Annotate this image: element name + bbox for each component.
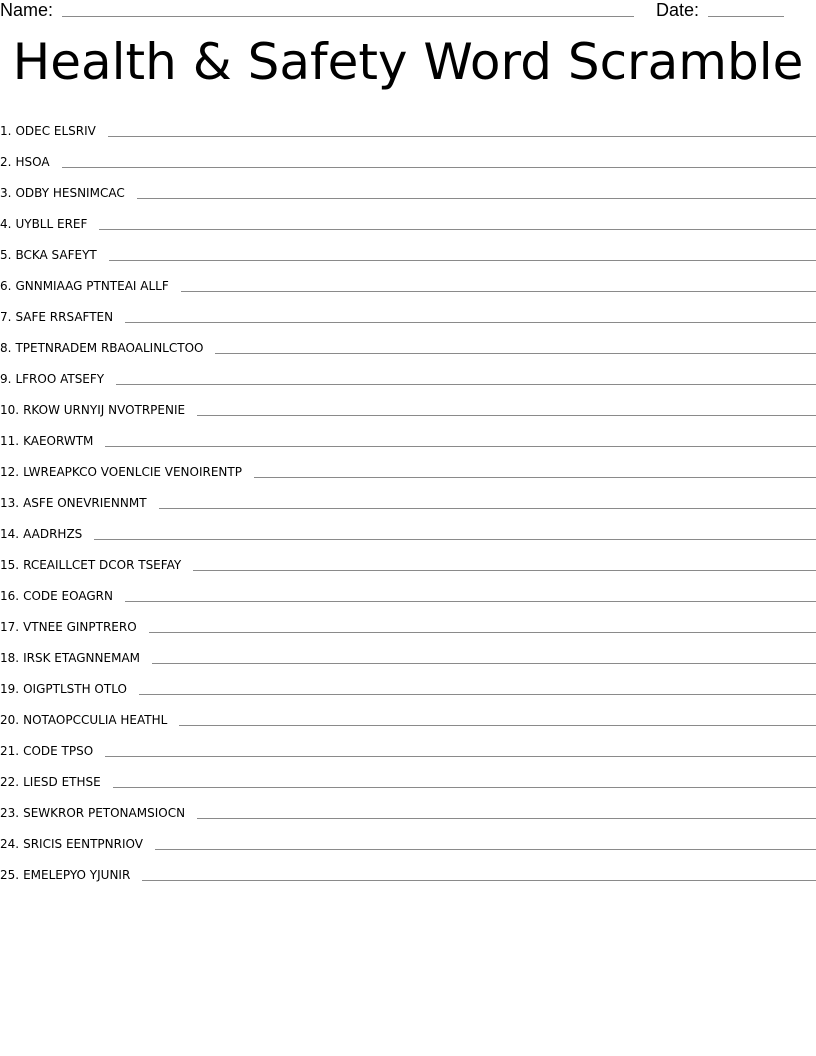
item-scramble: SRICIS EENTPNRIOV — [23, 837, 143, 851]
list-item — [0, 109, 816, 140]
item-scramble: EMELEPYO YJUNIR — [23, 868, 131, 882]
item-number: 8. — [0, 341, 12, 355]
item-number: 11. — [0, 434, 20, 448]
item-scramble: RKOW URNYIJ NVOTRPENIE — [23, 403, 186, 417]
answer-line[interactable] — [139, 694, 816, 695]
name-label: Name: — [0, 0, 54, 20]
item-scramble: IRSK ETAGNNEMAM — [23, 651, 140, 665]
list-item — [0, 822, 816, 853]
item-scramble: CODE TPSO — [23, 744, 94, 758]
item-scramble: ODEC ELSRIV — [15, 124, 96, 138]
item-number: 13. — [0, 496, 20, 510]
item-number: 17. — [0, 620, 20, 634]
list-item — [0, 202, 816, 233]
item-scramble: OIGPTLSTH OTLO — [23, 682, 127, 696]
item-scramble: LIESD ETHSE — [23, 775, 101, 789]
header-row — [0, 0, 816, 24]
answer-line[interactable] — [109, 260, 816, 261]
answer-line[interactable] — [99, 229, 816, 230]
answer-line[interactable] — [105, 446, 816, 447]
scrambled-word — [0, 744, 93, 760]
answer-line[interactable] — [215, 353, 816, 354]
list-item — [0, 729, 816, 760]
item-number: 12. — [0, 465, 20, 479]
scrambled-word — [0, 806, 185, 822]
list-item — [0, 171, 816, 202]
answer-line[interactable] — [142, 880, 816, 881]
scrambled-word — [0, 713, 167, 729]
item-scramble: LWREAPKCO VOENLCIE VENOIRENTP — [23, 465, 242, 479]
answer-line[interactable] — [152, 663, 816, 664]
item-number: 16. — [0, 589, 20, 603]
item-scramble: SAFE RRSAFTEN — [15, 310, 114, 324]
item-number: 22. — [0, 775, 20, 789]
scrambled-word — [0, 868, 130, 884]
answer-line[interactable] — [149, 632, 816, 633]
list-item — [0, 326, 816, 357]
list-item — [0, 388, 816, 419]
scrambled-word — [0, 682, 127, 698]
list-item — [0, 419, 816, 450]
list-item — [0, 698, 816, 729]
item-number: 6. — [0, 279, 12, 293]
list-item — [0, 667, 816, 698]
list-item — [0, 140, 816, 171]
list-item — [0, 233, 816, 264]
answer-line[interactable] — [155, 849, 816, 850]
scrambled-word — [0, 155, 50, 171]
scrambled-word — [0, 434, 93, 450]
answer-line[interactable] — [197, 415, 816, 416]
scrambled-word — [0, 217, 87, 233]
scrambled-word — [0, 403, 185, 419]
scrambled-word — [0, 124, 96, 140]
list-item — [0, 760, 816, 791]
list-item — [0, 636, 816, 667]
list-item — [0, 512, 816, 543]
item-scramble: RCEAILLCET DCOR TSEFAY — [23, 558, 182, 572]
item-scramble: TPETNRADEM RBAOALINLCTOO — [15, 341, 204, 355]
answer-line[interactable] — [113, 787, 816, 788]
item-scramble: HSOA — [15, 155, 50, 169]
item-scramble: NOTAOPCCULIA HEATHL — [23, 713, 168, 727]
answer-line[interactable] — [125, 322, 816, 323]
answer-line[interactable] — [181, 291, 816, 292]
item-number: 2. — [0, 155, 12, 169]
scrambled-word — [0, 620, 137, 636]
list-item — [0, 481, 816, 512]
scrambled-word — [0, 558, 181, 574]
item-number: 18. — [0, 651, 20, 665]
item-scramble: UYBLL EREF — [15, 217, 88, 231]
answer-line[interactable] — [116, 384, 816, 385]
scrambled-word — [0, 465, 242, 481]
list-item — [0, 264, 816, 295]
date-field-line[interactable] — [708, 16, 784, 17]
scrambled-word — [0, 372, 104, 388]
scrambled-word — [0, 837, 143, 853]
list-item — [0, 605, 816, 636]
item-number: 24. — [0, 837, 20, 851]
item-scramble: VTNEE GINPTRERO — [23, 620, 137, 634]
answer-line[interactable] — [125, 601, 816, 602]
scrambled-word — [0, 589, 113, 605]
item-number: 20. — [0, 713, 20, 727]
list-item — [0, 853, 816, 884]
scrambled-word — [0, 775, 101, 791]
item-number: 23. — [0, 806, 20, 820]
item-scramble: GNNMIAAG PTNTEAI ALLF — [15, 279, 169, 293]
item-number: 10. — [0, 403, 20, 417]
scrambled-word — [0, 279, 169, 295]
item-number: 1. — [0, 124, 12, 138]
scramble-list — [0, 109, 816, 884]
scrambled-word — [0, 527, 82, 543]
answer-line[interactable] — [193, 570, 816, 571]
item-number: 5. — [0, 248, 12, 262]
item-scramble: BCKA SAFEYT — [15, 248, 97, 262]
item-number: 19. — [0, 682, 20, 696]
answer-line[interactable] — [179, 725, 816, 726]
scrambled-word — [0, 186, 125, 202]
scrambled-word — [0, 496, 147, 512]
list-item — [0, 543, 816, 574]
answer-line[interactable] — [94, 539, 816, 540]
list-item — [0, 295, 816, 326]
list-item — [0, 450, 816, 481]
scrambled-word — [0, 248, 97, 264]
answer-line[interactable] — [159, 508, 816, 509]
list-item — [0, 357, 816, 388]
answer-line[interactable] — [108, 136, 816, 137]
answer-line[interactable] — [137, 198, 816, 199]
item-scramble: AADRHZS — [23, 527, 83, 541]
item-number: 4. — [0, 217, 12, 231]
item-number: 3. — [0, 186, 12, 200]
list-item — [0, 574, 816, 605]
answer-line[interactable] — [105, 756, 816, 757]
item-scramble: CODE EOAGRN — [23, 589, 113, 603]
scrambled-word — [0, 341, 203, 357]
item-scramble: LFROO ATSEFY — [15, 372, 105, 386]
scrambled-word — [0, 651, 140, 667]
item-number: 25. — [0, 868, 20, 882]
date-label: Date: — [656, 0, 700, 20]
list-item — [0, 791, 816, 822]
item-number: 21. — [0, 744, 20, 758]
item-scramble: KAEORWTM — [23, 434, 94, 448]
item-number: 15. — [0, 558, 20, 572]
name-field-line[interactable] — [62, 16, 634, 17]
item-scramble: ODBY HESNIMCAC — [15, 186, 125, 200]
item-number: 9. — [0, 372, 12, 386]
page-title: Health & Safety Word Scramble — [12, 33, 804, 91]
item-number: 7. — [0, 310, 12, 324]
answer-line[interactable] — [197, 818, 816, 819]
scrambled-word — [0, 310, 113, 326]
item-number: 14. — [0, 527, 20, 541]
item-scramble: ASFE ONEVRIENNMT — [23, 496, 147, 510]
item-scramble: SEWKROR PETONAMSIOCN — [23, 806, 186, 820]
answer-line[interactable] — [254, 477, 816, 478]
answer-line[interactable] — [62, 167, 816, 168]
